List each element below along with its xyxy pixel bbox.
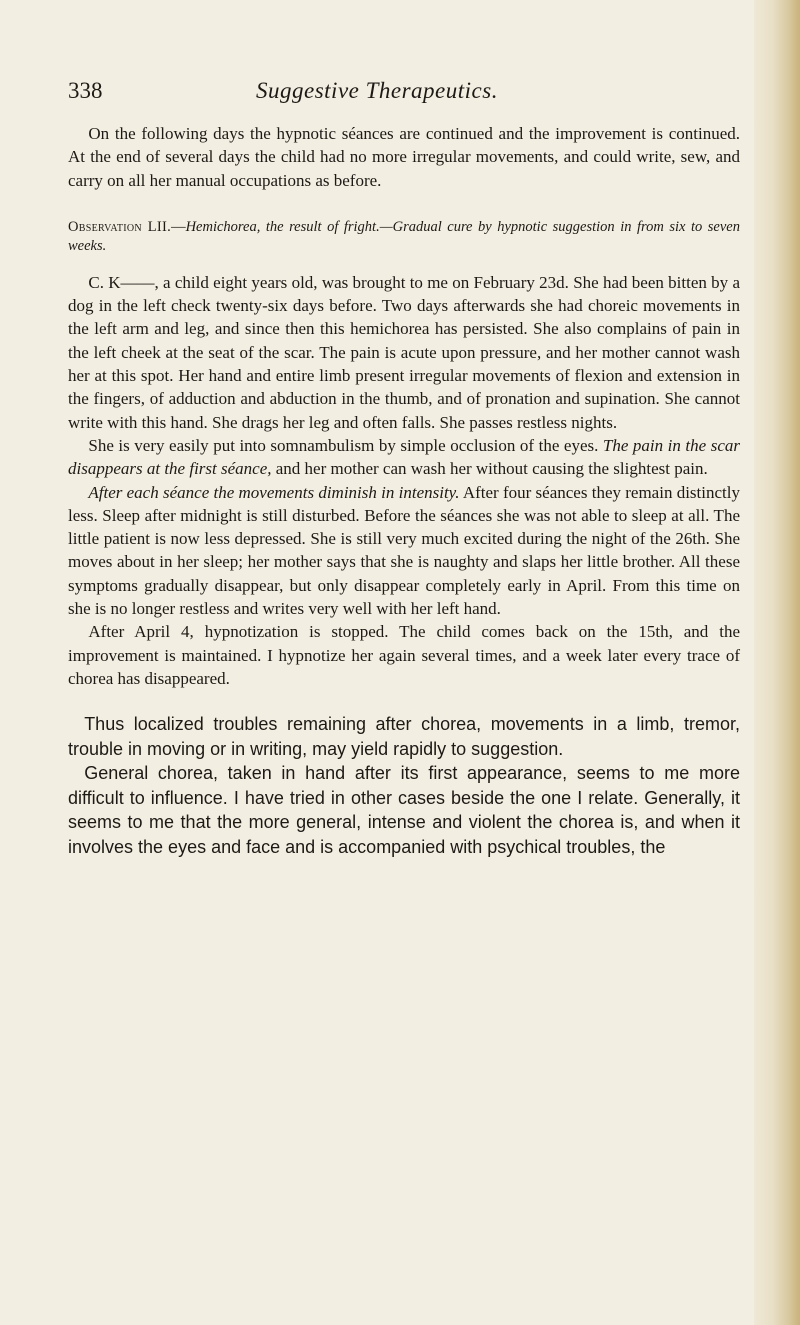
case-paragraph-3-end: After four séances they remain distinctly less. Sleep after midnight is still disturbed. Before the séances she was not able to sleep at all. The little patient is now less depressed. She is still very much excited during the night of the 26th. She moves about in her sleep; her mother says that she is naughty and slaps her little brother. All these symptoms gradually disappear, but only disappear completely early in April. From this time on she is no longer restless and writes very well with her left hand.	[68, 482, 740, 619]
observation-dash: —	[171, 218, 186, 235]
observation-title: Hemichorea, the result of fright.—Gradual cure by hypnotic suggestion in from six to seven weeks.	[68, 218, 740, 254]
running-head	[68, 78, 740, 112]
closing-paragraph-1: Thus localized troubles remaining after chorea, movements in a limb, tremor, trouble in moving or in writing, may yield rapidly to suggestion.	[68, 714, 740, 759]
page-number: 338	[68, 78, 103, 103]
observation-label: Observation LII.	[68, 218, 172, 235]
running-title: Suggestive Therapeutics.	[256, 78, 498, 103]
book-page	[68, 78, 740, 859]
opening-paragraph: On the following days the hypnotic séances are continued and the improvement is continued. At the end of several days the child had no more irregular movements, and could write, sew, and carry on all her manual occupations as before.	[68, 124, 740, 190]
case-paragraph-3-italic: After each séance the movements diminish in intensity.	[88, 482, 460, 502]
page-edge-shadow	[754, 0, 800, 1325]
case-paragraph-2	[68, 434, 740, 481]
closing-section	[68, 712, 740, 859]
case-paragraph-2-end: and her mother can wash her without causing the slightest pain.	[271, 459, 708, 479]
closing-paragraph-2: General chorea, taken in hand after its first appearance, seems to me more difficult to influence. I have tried in other cases beside the one I relate. Generally, it seems to me that the more general, intense and violent the chorea is, and when it involves the eyes and face and is accompanied with psychical troubles, the	[68, 763, 740, 857]
case-paragraph-4: After April 4, hypnotization is stopped. The child comes back on the 15th, and the improvement is maintained. I hypnotize her again several times, and a week later every trace of chorea has disappeared.	[68, 622, 740, 688]
body-text	[68, 122, 740, 690]
case-paragraph-3	[68, 481, 740, 621]
case-paragraph-2-start: She is very easily put into somnambulism by simple occlusion of the eyes.	[88, 435, 603, 455]
case-paragraph-1: C. K——, a child eight years old, was brought to me on February 23d. She had been bitten by a dog in the left check twenty-six days before. Two days afterwards she had choreic movements in the left arm and leg, and since then this hemichorea has persisted. She also complains of pain in the left cheek at the seat of the scar. The pain is acute upon pressure, and her mother cannot wash her at this spot. Her hand and entire limb present irregular movements of flexion and extension in the fingers, of adduction and abduction in the thumb, and of pronation and supination. She cannot write with this hand. She drags her leg and often falls. She passes restless nights.	[68, 272, 740, 432]
case-paragraph-2-italic: The pain in the scar disappears at the first séance,	[68, 435, 740, 479]
observation-heading	[68, 218, 740, 256]
